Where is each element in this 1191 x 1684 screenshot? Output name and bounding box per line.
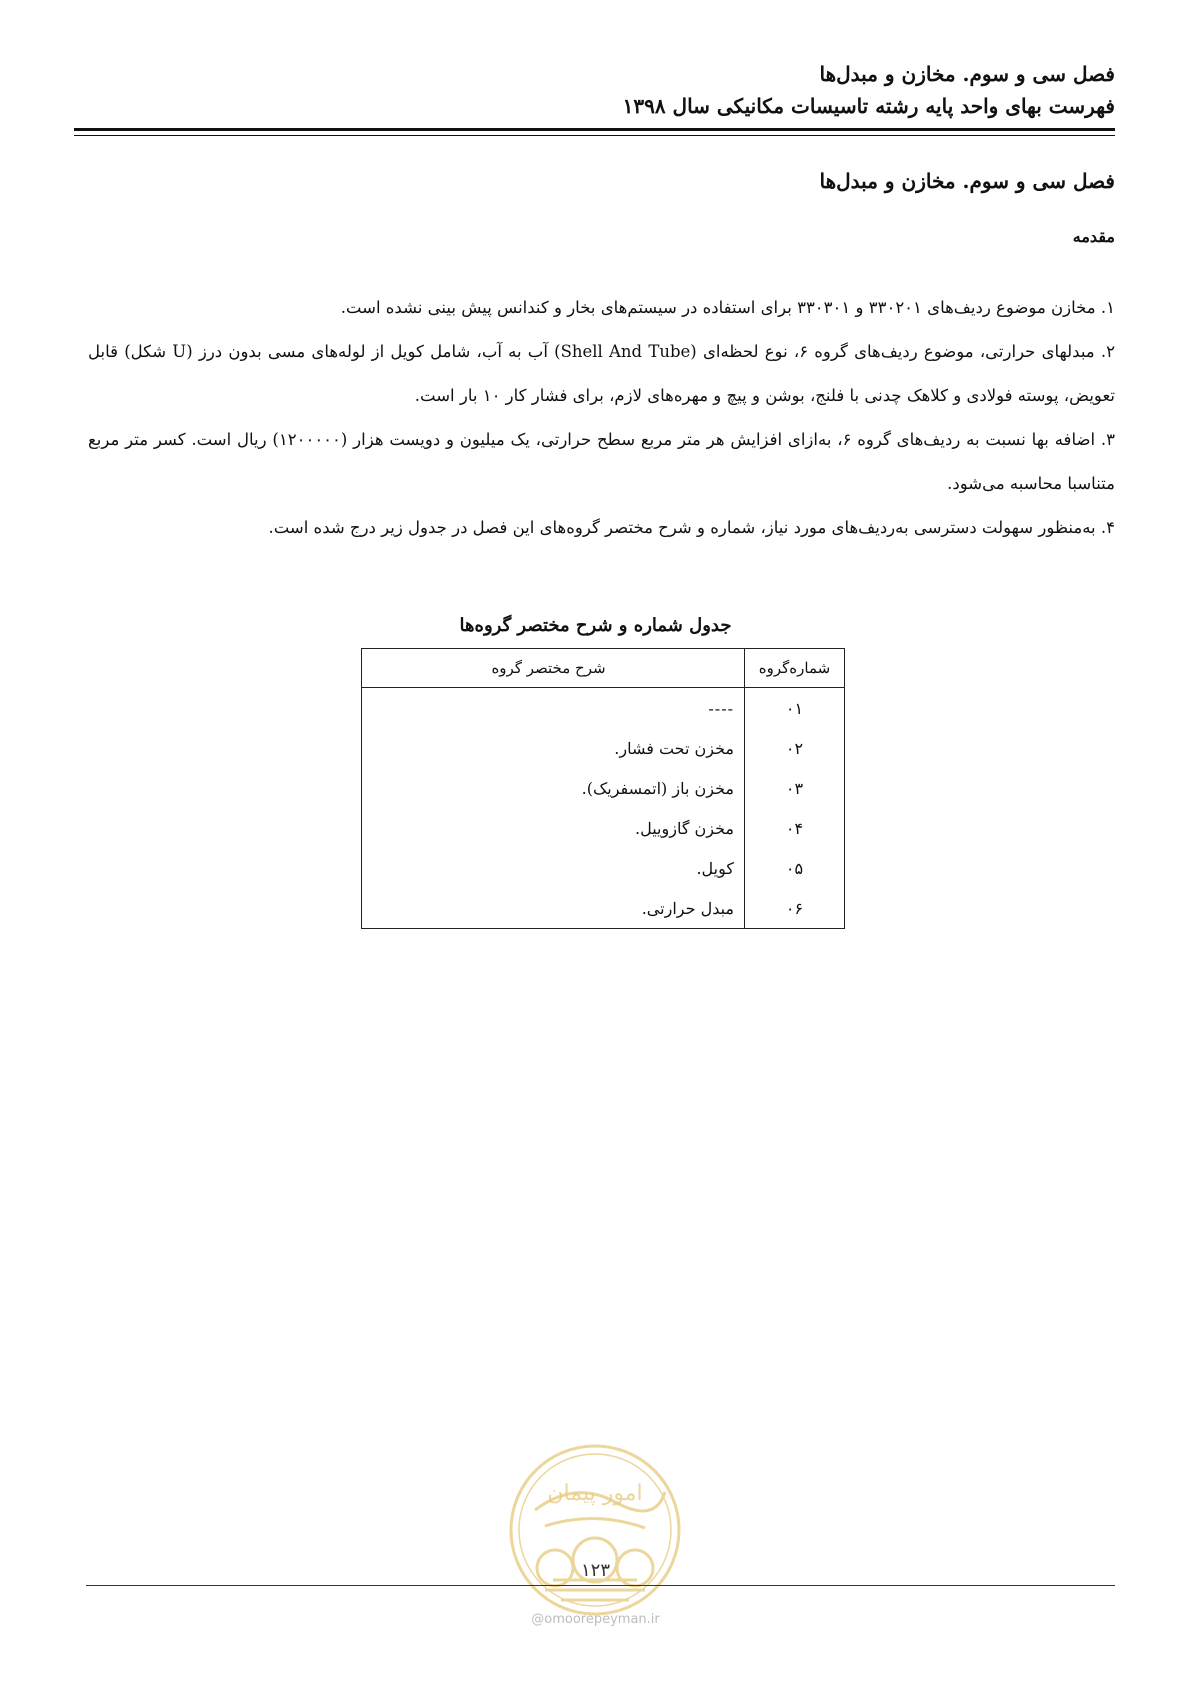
header-document-title: فهرست بهای واحد پایه رشته تاسیسات مکانیکی سال ۱۳۹۸: [622, 94, 1115, 118]
table-row: [362, 728, 845, 768]
table-title: جدول شماره و شرح مختصر گروه‌ها: [459, 615, 732, 636]
groups-table: [361, 648, 845, 929]
page-number: ۱۲۳: [580, 1560, 610, 1581]
header-chapter-title: فصل سی و سوم. مخازن و مبدل‌ها: [819, 62, 1115, 86]
intro-heading: مقدمه: [1072, 227, 1115, 246]
group-description: مخزن باز (اتمسفریک).: [362, 768, 745, 808]
header-rule-thin: [74, 135, 1115, 136]
group-number: ۰۴: [745, 808, 845, 848]
group-description: مبدل حرارتی.: [362, 888, 745, 929]
page-header: [76, 58, 1115, 122]
watermark-text: امور پیمان: [547, 1481, 643, 1506]
watermark-logo-icon: [505, 1440, 685, 1620]
site-watermark-text: @omoorepeyman.ir: [531, 1612, 660, 1627]
group-number: ۰۶: [745, 888, 845, 929]
group-number: ۰۳: [745, 768, 845, 808]
table-row: [362, 688, 845, 729]
header-group-number: شماره‌گروه: [745, 649, 845, 688]
paragraph-3: ۳. اضافه بها نسبت به ردیف‌های گروه ۶، به‌ازای افزایش هر متر مربع سطح حرارتی، یک میلیون و دویست هزار (۱۲۰۰۰۰۰) ریال است. کسر متر مربع متناسبا محاسبه می‌شود.: [88, 430, 1116, 493]
group-description: مخزن تحت فشار.: [362, 728, 745, 768]
group-description: مخزن گازوییل.: [362, 808, 745, 848]
table-header-row: [362, 649, 845, 688]
paragraph-4: ۴. به‌منظور سهولت دسترسی به‌ردیف‌های مورد نیاز، شماره و شرح مختصر گروه‌های این فصل در جدول زیر درج شده است.: [268, 518, 1115, 537]
footer-rule: [86, 1585, 1115, 1586]
intro-body: [88, 286, 1115, 550]
group-description: ----: [362, 688, 745, 729]
table-row: [362, 768, 845, 808]
section-title: فصل سی و سوم. مخازن و مبدل‌ها: [819, 169, 1115, 193]
table-row: [362, 848, 845, 888]
table-row: [362, 808, 845, 848]
group-number: ۰۵: [745, 848, 845, 888]
group-number: ۰۱: [745, 688, 845, 729]
paragraph-1: ۱. مخازن موضوع ردیف‌های ۳۳۰۲۰۱ و ۳۳۰۳۰۱ برای استفاده در سیستم‌های بخار و کندانس پیش بینی نشده است.: [340, 298, 1115, 317]
paragraph-2: ۲. مبدلهای حرارتی، موضوع ردیف‌های گروه ۶، نوع لحظه‌ای (Shell And Tube) آب به آب، شامل کویل از لوله‌های مسی بدون درز (U شکل) قابل تعویض، پوسته فولادی و کلاهک چدنی با فلنج، بوشن و پیچ و مهره‌های لازم، برای فشار کار ۱۰ بار است.: [88, 342, 1115, 405]
header-rule-thick: [74, 128, 1115, 131]
group-description: کویل.: [362, 848, 745, 888]
header-group-description: شرح مختصر گروه: [362, 649, 745, 688]
group-number: ۰۲: [745, 728, 845, 768]
table-row: [362, 888, 845, 929]
